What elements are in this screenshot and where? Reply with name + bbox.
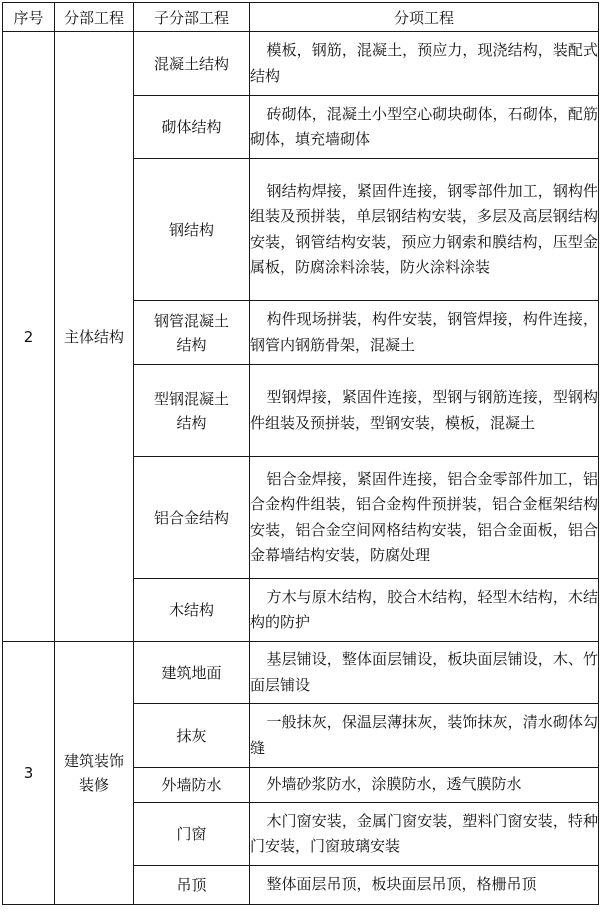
subdivision-name: 铝合金结构: [134, 457, 250, 579]
item-list: 整体面层吊顶，板块面层吊顶，格栅吊顶: [250, 866, 599, 905]
header-division: 分部工程: [55, 3, 134, 32]
seq-number: 2: [3, 32, 55, 642]
subdivision-name: 吊顶: [134, 866, 250, 905]
work-breakdown-table: [2, 2, 599, 905]
item-list: 一般抹灰，保温层薄抹灰，装饰抹灰，清水砌体勾缝: [250, 704, 599, 768]
header-items: 分项工程: [250, 3, 599, 32]
item-list: 方木与原木结构，胶合木结构，轻型木结构，木结构的防护: [250, 579, 599, 642]
item-list: 构件现场拼装，构件安装，钢管焊接，构件连接，钢管内钢筋骨架，混凝土: [250, 301, 599, 365]
subdivision-name: 木结构: [134, 579, 250, 642]
header-seq: 序号: [3, 3, 55, 32]
item-list: 型钢焊接，紧固件连接，型钢与钢筋连接，型钢构件组装及预拼装，型钢安装，模板，混凝土: [250, 365, 599, 457]
subdivision-name: 砌体结构: [134, 96, 250, 159]
subdivision-name: 钢管混凝土结构: [134, 301, 250, 365]
item-list: 木门窗安装，金属门窗安装，塑料门窗安装，特种门安装，门窗玻璃安装: [250, 803, 599, 866]
item-list: 外墙砂浆防水，涂膜防水，透气膜防水: [250, 768, 599, 803]
item-list: 砖砌体，混凝土小型空心砌块砌体，石砌体，配筋砌体，填充墙砌体: [250, 96, 599, 159]
seq-number: 3: [3, 642, 55, 905]
subdivision-name: 型钢混凝土结构: [134, 365, 250, 457]
table-header-row: [3, 3, 599, 32]
item-list: 钢结构焊接，紧固件连接，钢零部件加工，钢构件组装及预拼装，单层钢结构安装，多层及高层钢结构安装，钢管结构安装，预应力钢索和膜结构，压型金属板，防腐涂料涂装，防火涂料涂装: [250, 159, 599, 301]
table-row: [3, 642, 599, 704]
item-list: 基层铺设，整体面层铺设，板块面层铺设，木、竹面层铺设: [250, 642, 599, 704]
subdivision-name: 钢结构: [134, 159, 250, 301]
subdivision-name: 抹灰: [134, 704, 250, 768]
item-list: 模板，钢筋，混凝土，预应力，现浇结构，装配式结构: [250, 32, 599, 96]
division-name: 主体结构: [55, 32, 134, 642]
header-subdivision: 子分部工程: [134, 3, 250, 32]
subdivision-name: 外墙防水: [134, 768, 250, 803]
subdivision-name: 建筑地面: [134, 642, 250, 704]
item-list: 铝合金焊接，紧固件连接，铝合金零部件加工，铝合金构件组装，铝合金构件预拼装，铝合金框架结构安装，铝合金空间网格结构安装，铝合金面板，铝合金幕墙结构安装，防腐处理: [250, 457, 599, 579]
table-row: [3, 32, 599, 96]
subdivision-name: 混凝土结构: [134, 32, 250, 96]
division-name: 建筑装饰装修: [55, 642, 134, 905]
subdivision-name: 门窗: [134, 803, 250, 866]
